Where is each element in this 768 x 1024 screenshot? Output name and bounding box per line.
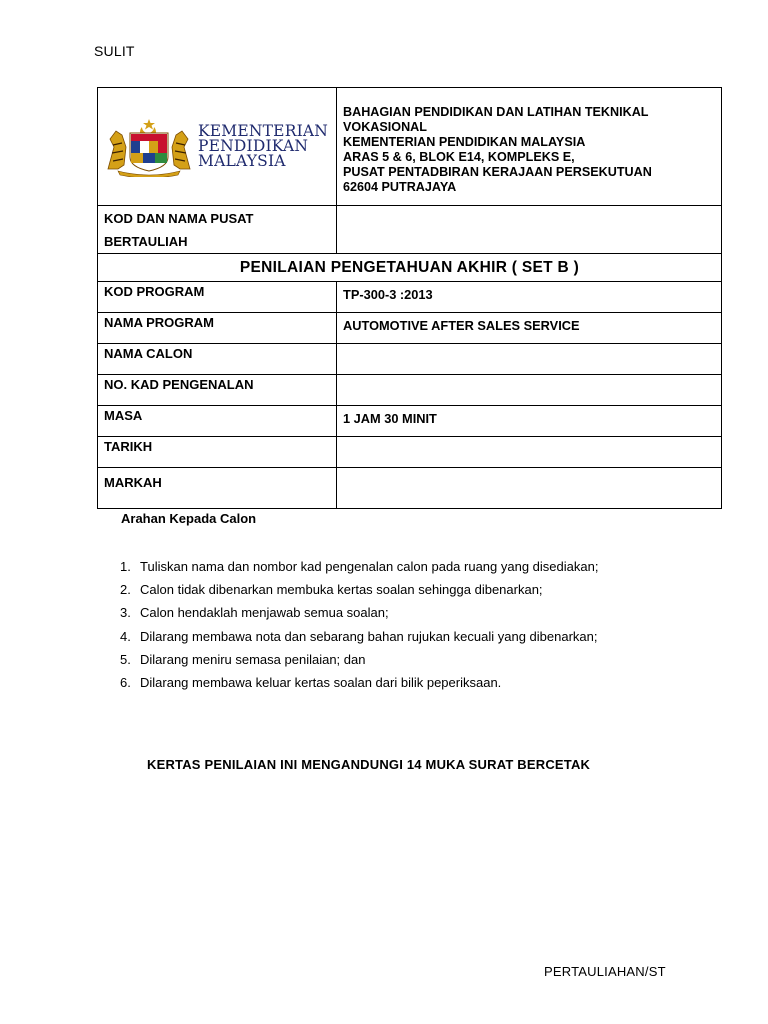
logo-line-3: MALAYSIA: [198, 152, 286, 170]
field-row-kod-program: [98, 282, 722, 313]
page-count-note: KERTAS PENILAIAN INI MENGANDUNGI 14 MUKA SURAT BERCETAK: [147, 757, 591, 772]
instruction-item: [120, 671, 598, 694]
instruction-number: 4.: [120, 628, 131, 644]
field-label: NAMA CALON: [98, 344, 337, 375]
logo-line-2: PENDIDIKAN: [198, 137, 309, 155]
field-value[interactable]: 1 JAM 30 MINIT: [337, 406, 722, 437]
field-label: NAMA PROGRAM: [98, 313, 337, 344]
logo-address-row: [98, 88, 722, 206]
address-cell: [337, 88, 722, 206]
instruction-text: Dilarang membawa keluar kertas soalan dari bilik peperiksaan.: [140, 675, 502, 691]
address-line: BAHAGIAN PENDIDIKAN DAN LATIHAN TEKNIKAL: [343, 105, 649, 119]
logo-cell: [98, 88, 337, 206]
field-row-nama-program: [98, 313, 722, 344]
pusat-label-line-1: KOD DAN NAMA PUSAT: [104, 211, 254, 226]
instruction-text: Dilarang meniru semasa penilaian; dan: [140, 651, 366, 667]
pusat-label-line-2: BERTAULIAH: [104, 234, 188, 249]
instruction-number: 2.: [120, 582, 131, 598]
field-row-no-kad-pengenalan: [98, 375, 722, 406]
pusat-row: [98, 206, 722, 254]
assessment-info-table: [97, 87, 722, 509]
pusat-label: [98, 206, 337, 254]
address-line: VOKASIONAL: [343, 120, 427, 134]
coat-of-arms-icon: [104, 117, 194, 177]
instruction-number: 1.: [120, 559, 131, 574]
instruction-text: Dilarang membawa nota dan sebarang bahan rujukan kecuali yang dibenarkan;: [140, 628, 598, 644]
field-value[interactable]: [337, 375, 722, 406]
field-value[interactable]: AUTOMOTIVE AFTER SALES SERVICE: [337, 313, 722, 344]
instructions-list: [120, 555, 598, 694]
field-value[interactable]: [337, 468, 722, 509]
field-value[interactable]: [337, 344, 722, 375]
field-label: MARKAH: [98, 468, 337, 509]
address-line: ARAS 5 & 6, BLOK E14, KOMPLEKS E,: [343, 150, 575, 164]
instructions-title: Arahan Kepada Calon: [121, 511, 257, 526]
instruction-text: Tuliskan nama dan nombor kad pengenalan calon pada ruang yang disediakan;: [140, 559, 599, 574]
instruction-item: [120, 625, 598, 648]
form-title-row: [98, 254, 722, 282]
instruction-item: [120, 601, 598, 624]
instruction-text: Calon hendaklah menjawab semua soalan;: [140, 605, 389, 621]
form-title: PENILAIAN PENGETAHUAN AKHIR ( SET B ): [98, 254, 722, 282]
footer-label: PERTAULIAHAN/ST: [544, 964, 666, 979]
instruction-item: [120, 578, 598, 601]
instruction-item: [120, 648, 598, 671]
address-line: 62604 PUTRAJAYA: [343, 180, 457, 194]
instruction-number: 5.: [120, 651, 131, 667]
field-label: KOD PROGRAM: [98, 282, 337, 313]
field-row-masa: [98, 406, 722, 437]
instruction-text: Calon tidak dibenarkan membuka kertas soalan sehingga dibenarkan;: [140, 582, 543, 598]
field-value[interactable]: [337, 437, 722, 468]
field-label: MASA: [98, 406, 337, 437]
pusat-value[interactable]: [337, 206, 722, 254]
field-row-tarikh: [98, 437, 722, 468]
logo-line-1: KEMENTERIAN: [198, 122, 329, 140]
address-line: PUSAT PENTADBIRAN KERAJAAN PERSEKUTUAN: [343, 165, 652, 179]
instruction-number: 6.: [120, 675, 131, 691]
classification-label: SULIT: [94, 43, 135, 59]
field-row-markah: [98, 468, 722, 509]
field-value[interactable]: TP-300-3 :2013: [337, 282, 722, 313]
ministry-logo-text: [198, 124, 328, 169]
field-row-nama-calon: [98, 344, 722, 375]
field-label: TARIKH: [98, 437, 337, 468]
address-line: KEMENTERIAN PENDIDIKAN MALAYSIA: [343, 135, 586, 149]
instruction-item: [120, 555, 598, 578]
field-label: NO. KAD PENGENALAN: [98, 375, 337, 406]
instruction-number: 3.: [120, 605, 131, 621]
